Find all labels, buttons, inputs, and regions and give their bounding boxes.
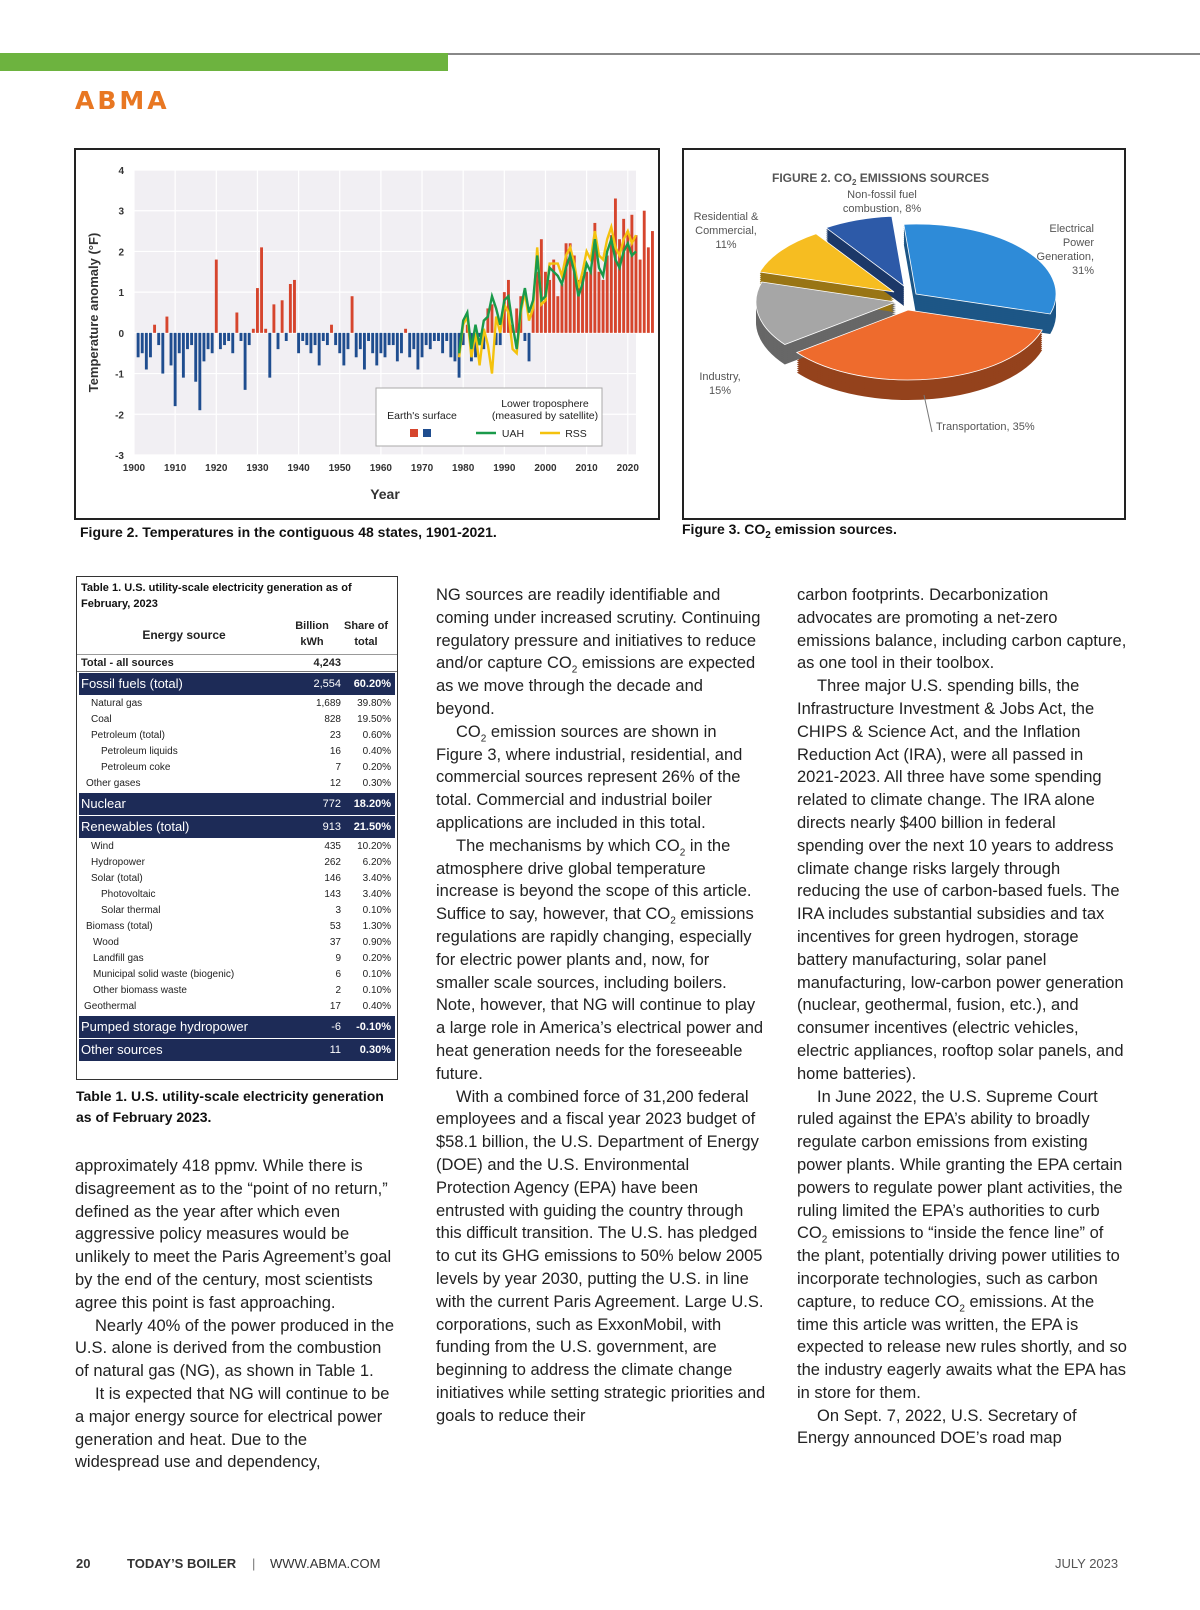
surface-bar — [215, 260, 218, 333]
surface-bar — [260, 247, 263, 333]
y-tick-label: 0 — [118, 328, 124, 340]
surface-bar — [153, 325, 156, 333]
surface-bar — [252, 329, 255, 333]
row-share: 0.30% — [359, 1044, 391, 1056]
pie-label: Electrical — [1049, 223, 1094, 235]
row-kwh: 2,554 — [313, 678, 341, 690]
row-kwh: 4,243 — [313, 657, 341, 669]
table-row — [77, 967, 397, 983]
figure-2-caption: Figure 2. Temperatures in the contiguous 48 states, 1901-2021. — [80, 524, 497, 540]
y-tick-label: 3 — [118, 206, 124, 218]
paragraph: In June 2022, the U.S. Supreme Court ruled against the EPA’s ability to broadly regulate carbon emissions from existing power plants. While granting the EPA certain powers to regulate power plant activities, the ruling limited the EPA’s authorities to curb $CO_2$ emissions to “inside the fence line” of the plant, potentially driving power utilities to incorporate technologies, such as carbon capture, to reduce $CO_2$ emissions. At the time this article was written, the EPA is expected to release new rules shortly, and so the industry eagerly awaits what the EPA has in store for them. — [797, 1087, 1127, 1402]
legend-satellite-label: (measured by satellite) — [491, 410, 599, 422]
paragraph: $CO_2$ emission sources are shown in Figure 3, where industrial, residential, and commercial sources represent 26% of the total. Commercial and industrial boiler applications are included in this total. — [436, 722, 743, 832]
row-label: Petroleum liquids — [101, 746, 178, 757]
legend-uah-label: UAH — [501, 428, 525, 440]
row-kwh: 143 — [324, 889, 341, 900]
surface-bar — [614, 199, 617, 333]
surface-bar — [178, 333, 181, 353]
surface-bar — [272, 304, 275, 333]
surface-bar — [293, 280, 296, 333]
row-label: Landfill gas — [93, 953, 144, 964]
pie-title-sub: 2 — [852, 178, 857, 187]
row-label: Petroleum coke — [101, 762, 171, 773]
table-row — [79, 816, 395, 838]
surface-bar — [441, 333, 444, 353]
surface-bar — [157, 333, 160, 345]
brand-logo: ABMA — [75, 86, 170, 115]
row-share: 0.30% — [362, 778, 391, 789]
surface-bar — [560, 284, 563, 333]
surface-bar — [491, 304, 494, 333]
y-tick-label: -2 — [115, 410, 124, 422]
surface-bar — [198, 333, 201, 410]
footer-separator: | — [252, 1556, 256, 1571]
row-label: Pumped storage hydropower — [81, 1019, 248, 1034]
surface-bar — [556, 296, 559, 333]
surface-bar — [379, 333, 382, 353]
row-label: Wood — [93, 937, 119, 948]
row-kwh: 2 — [335, 985, 341, 996]
surface-bar — [404, 329, 407, 333]
paragraph: approximately 418 ppmv. While there is disagreement as to the “point of no return,” defined as the year after which even aggressive policy measures would be unlikely to meet the Paris Agreement’s goal by the end of the century, most scientists agree this point is fast approaching. — [75, 1157, 392, 1312]
surface-bar — [425, 333, 428, 345]
table-1-caption: Table 1. U.S. utility-scale electricity generation as of February 2023. — [76, 1088, 384, 1125]
surface-bar — [338, 333, 341, 353]
row-label: Municipal solid waste (biogenic) — [93, 969, 235, 980]
surface-bar — [375, 333, 378, 366]
row-label: Natural gas — [91, 698, 143, 709]
row-share: 1.30% — [362, 921, 391, 932]
y-tick-label: 1 — [118, 288, 124, 300]
table-row — [77, 903, 397, 919]
row-kwh: 913 — [322, 821, 341, 833]
table-header — [77, 614, 397, 655]
legend-swatch-cool — [423, 429, 431, 437]
surface-bar — [355, 333, 358, 357]
row-kwh: 37 — [329, 937, 341, 948]
table-row — [77, 760, 397, 776]
table-row — [77, 712, 397, 728]
surface-bar — [207, 333, 210, 349]
temperature-chart-svg — [76, 150, 658, 518]
row-kwh: 262 — [324, 857, 341, 868]
pie-label: Generation, — [1036, 251, 1094, 263]
pie-title-part: FIGURE 2. CO — [772, 171, 853, 185]
surface-bar — [174, 333, 177, 406]
header-green-bar — [0, 53, 448, 71]
row-share: 3.40% — [362, 873, 391, 884]
row-label: Coal — [91, 714, 112, 725]
row-kwh: 16 — [329, 746, 341, 757]
pie-label: 31% — [1071, 265, 1094, 277]
surface-bar — [244, 333, 247, 390]
text-column-1 — [75, 1155, 395, 1474]
table-row — [79, 793, 395, 815]
row-kwh: 3 — [335, 905, 341, 916]
pie-label: Non-fossil fuel — [847, 189, 917, 201]
y-tick-label: -3 — [115, 451, 124, 462]
table-row — [77, 776, 397, 792]
table-title: Table 1. U.S. utility-scale electricity generation as of February, 2023 — [81, 582, 352, 610]
row-label: Total - all sources — [81, 657, 174, 669]
legend-swatch-warm — [410, 429, 418, 437]
row-share: 19.50% — [357, 714, 391, 725]
row-label: Other sources — [81, 1042, 163, 1057]
x-tick-label: 1940 — [287, 463, 310, 474]
figure-3-caption: Figure 3. $CO_2$ emission sources. — [682, 521, 897, 541]
table-row — [77, 655, 397, 672]
row-label: Photovoltaic — [101, 889, 156, 900]
paragraph: The mechanisms by which $CO_2$ in the atmosphere drive global temperature increase is beyond the scope of this article. Suffice to say, however, that $CO_2$ emissions regulations are rapidly changing, especially for electric power plants and, now, for smaller scale sources, including boilers. Note, however, that NG will continue to play a large role in America’s electrical power and heat generation needs for the foreseeable future. — [436, 836, 764, 1083]
table-row — [77, 951, 397, 967]
surface-bar — [367, 333, 370, 341]
x-tick-label: 1990 — [493, 463, 516, 474]
row-share: 0.40% — [362, 746, 391, 757]
row-label: Hydropower — [91, 857, 145, 868]
surface-bar — [400, 333, 403, 353]
surface-bar — [363, 333, 366, 370]
row-kwh: 17 — [329, 1001, 341, 1012]
surface-bar — [141, 333, 144, 353]
row-label: Solar thermal — [101, 905, 161, 916]
x-axis-label: Year — [370, 486, 400, 502]
row-kwh: 9 — [335, 953, 341, 964]
row-kwh: 146 — [324, 873, 341, 884]
surface-bar — [235, 313, 238, 333]
pie-label: 15% — [708, 385, 732, 397]
row-kwh: 23 — [329, 730, 341, 741]
pie-label: Industry, — [699, 371, 741, 383]
x-tick-label: 1970 — [410, 463, 434, 474]
surface-bar — [651, 231, 654, 333]
x-tick-label: 1900 — [122, 463, 146, 474]
chart-legend — [376, 388, 602, 446]
surface-bar — [408, 333, 411, 357]
surface-bar — [334, 333, 337, 345]
text-column-3 — [797, 584, 1127, 1450]
surface-bar — [371, 333, 374, 353]
table-row — [77, 871, 397, 887]
surface-bar — [647, 247, 650, 333]
row-share: 39.80% — [357, 698, 391, 709]
surface-bar — [165, 317, 168, 333]
surface-bar — [437, 333, 440, 341]
pie-label: Commercial, — [695, 225, 757, 237]
surface-bar — [256, 288, 259, 333]
row-kwh: 772 — [322, 798, 341, 810]
pie-title-part: EMISSIONS SOURCES — [856, 171, 990, 185]
paragraph: Three major U.S. spending bills, the Infrastructure Investment & Jobs Act, the CHIPS & Science Act, and the Inflation Reduction Act (IRA), were all passed in 2021-2023. All three have some spending related to climate change. The IRA alone directs nearly $400 billion in federal spending over the next 10 years to address climate change risks largely through reducing the use of carbon-based fuels. The IRA includes substantial subsidies and tax incentives for green hydrogen, storage battery manufacturing, solar panel manufacturing, low-carbon power generation (nuclear, geothermal, fusion, etc.), and consumer incentives (electric vehicles, electric appliances, rooftop solar panels, and home batteries). — [797, 677, 1124, 1083]
table-row — [79, 1016, 395, 1038]
legend-satellite-label: Lower troposphere — [501, 398, 589, 410]
row-kwh: 12 — [329, 778, 341, 789]
surface-bar — [305, 333, 308, 345]
transportation-leader — [924, 395, 932, 432]
x-tick-label: 1950 — [328, 463, 351, 474]
row-share: 21.50% — [353, 821, 391, 833]
surface-bar — [182, 333, 185, 378]
x-tick-label: 2000 — [534, 463, 557, 474]
footer-url: WWW.ABMA.COM — [270, 1556, 381, 1571]
table-row — [77, 887, 397, 903]
surface-bar — [392, 333, 395, 345]
table-row — [77, 696, 397, 712]
row-share: 3.40% — [362, 889, 391, 900]
figure-2-temperature-chart — [74, 148, 660, 520]
surface-bar — [396, 333, 399, 362]
surface-bar — [388, 333, 391, 345]
surface-bar — [161, 333, 164, 374]
surface-bar — [170, 333, 173, 366]
surface-bar — [322, 333, 325, 341]
surface-bar — [145, 333, 148, 370]
paragraph: With a combined force of 31,200 federal employees and a fiscal year 2023 budget of $58.1 billion, the U.S. Department of Energy (DOE) and the U.S. Environmental Protection Agency (EPA) have been entrusted with guiding the country through this difficult transition. The U.S. has pledged to cut its GHG emissions to 50% below 2005 levels by year 2030, putting the U.S. in line with the current Paris Agreement. Large U.S. corporations, such as ExxonMobil, with funding from the U.S. government, are beginning to address the climate change initiatives while setting strategic priorities and goals to reduce their — [436, 1087, 766, 1425]
row-label: Wind — [91, 841, 114, 852]
surface-bar — [416, 333, 419, 370]
row-share: 0.10% — [362, 969, 391, 980]
surface-bar — [635, 235, 638, 333]
row-kwh: 828 — [324, 714, 341, 725]
surface-bar — [268, 333, 271, 378]
surface-bar — [359, 333, 362, 349]
row-share: 6.20% — [362, 857, 391, 868]
paragraph: Nearly 40% of the power produced in the U.S. alone is derived from the combustion of natural gas (NG), as shown in Table 1. — [75, 1316, 395, 1381]
surface-bar — [248, 333, 251, 345]
table-1 — [76, 576, 398, 1080]
table-row — [77, 839, 397, 855]
surface-bar — [277, 333, 280, 349]
row-label: Petroleum (total) — [91, 730, 165, 741]
paragraph: NG sources are readily identifiable and coming under increased scrutiny. Continuing regulatory pressure and initiatives to reduce and/or capture $CO_2$ emissions are expected as we move through the decade and beyond. — [436, 586, 761, 718]
table-row — [77, 983, 397, 999]
surface-bar — [219, 333, 222, 349]
legend-rss-label: RSS — [565, 428, 587, 440]
pie-title — [772, 171, 989, 187]
row-share: 0.20% — [362, 762, 391, 773]
surface-bar — [203, 333, 206, 362]
surface-bar — [211, 333, 214, 353]
surface-bar — [421, 333, 424, 357]
surface-bar — [429, 333, 432, 349]
surface-bar — [643, 211, 646, 333]
table-row — [77, 935, 397, 951]
row-share: 18.20% — [353, 798, 391, 810]
row-label: Renewables (total) — [81, 819, 190, 834]
x-tick-label: 1980 — [452, 463, 475, 474]
surface-bar — [606, 256, 609, 333]
surface-bar — [548, 280, 551, 333]
surface-bar — [445, 333, 448, 341]
row-share: 0.40% — [362, 1001, 391, 1012]
emissions-pie-svg — [684, 150, 1124, 518]
surface-bar — [186, 333, 189, 349]
surface-bar — [433, 333, 436, 341]
surface-bar — [297, 333, 300, 353]
surface-bar — [602, 280, 605, 333]
surface-bar — [351, 296, 354, 333]
surface-bar — [454, 333, 457, 362]
table-row — [77, 744, 397, 760]
row-label: Solar (total) — [91, 873, 143, 884]
row-label: Nuclear — [81, 796, 126, 811]
issue-date: JULY 2023 — [1055, 1556, 1119, 1571]
surface-bar — [137, 333, 140, 357]
surface-bar — [585, 272, 588, 333]
row-kwh: 435 — [324, 841, 341, 852]
surface-bar — [309, 333, 312, 353]
header-kwh: Billion kWh — [295, 620, 329, 648]
header-share: Share of total — [343, 620, 388, 648]
row-share: 0.60% — [362, 730, 391, 741]
surface-bar — [190, 333, 193, 345]
row-kwh: 7 — [335, 762, 341, 773]
surface-bar — [281, 300, 284, 333]
surface-bar — [301, 333, 304, 341]
surface-bar — [149, 333, 152, 357]
x-tick-label: 1930 — [246, 463, 269, 474]
page-number: 20 — [76, 1556, 91, 1571]
paragraph: It is expected that NG will continue to be a major energy source for electrical power generation and heat. Due to the widespread use and dependency, — [75, 1384, 390, 1472]
text-column-2 — [436, 584, 766, 1427]
row-label: Other gases — [86, 778, 141, 789]
surface-bar — [227, 333, 230, 341]
row-kwh: 53 — [329, 921, 341, 932]
row-share: 10.20% — [357, 841, 391, 852]
surface-bar — [630, 215, 633, 333]
x-tick-label: 1920 — [205, 463, 228, 474]
surface-bar — [314, 333, 317, 345]
pie-label: 11% — [715, 239, 737, 251]
table-row — [77, 999, 397, 1015]
surface-bar — [536, 272, 539, 333]
x-tick-label: 2020 — [616, 463, 639, 474]
surface-bar — [589, 268, 592, 333]
row-share: 0.10% — [362, 985, 391, 996]
pie-label: Power — [1062, 237, 1094, 249]
paragraph: On Sept. 7, 2022, U.S. Secretary of Energy announced DOE’s road map — [797, 1406, 1077, 1448]
pie-label: Transportation, 35% — [936, 421, 1035, 433]
surface-bar — [412, 333, 415, 349]
surface-bar — [598, 272, 601, 333]
row-kwh: 11 — [329, 1044, 341, 1056]
row-kwh: -6 — [331, 1021, 341, 1033]
header-rule — [448, 53, 1200, 55]
surface-bar — [523, 333, 526, 341]
row-label: Other biomass waste — [93, 985, 187, 996]
x-tick-label: 1960 — [369, 463, 393, 474]
row-label: Fossil fuels (total) — [81, 676, 183, 691]
surface-bar — [264, 329, 267, 333]
surface-bar — [240, 333, 243, 341]
surface-bar — [347, 333, 350, 349]
surface-bar — [231, 333, 234, 353]
publication-name: TODAY’S BOILER — [127, 1556, 237, 1571]
row-share: 0.20% — [362, 953, 391, 964]
surface-bar — [318, 333, 321, 366]
surface-bar — [499, 333, 502, 345]
table-row — [79, 673, 395, 695]
surface-bar — [223, 333, 226, 345]
surface-bar — [449, 333, 452, 357]
surface-bar — [342, 333, 345, 366]
row-kwh: 6 — [335, 969, 341, 980]
figure-3-emissions-pie — [682, 148, 1126, 520]
y-tick-label: 4 — [118, 166, 124, 177]
table-row — [77, 855, 397, 871]
row-share: -0.10% — [356, 1021, 391, 1033]
surface-bar — [330, 325, 333, 333]
pie-label: Residential & — [693, 211, 759, 223]
surface-bar — [639, 260, 642, 333]
surface-bar — [384, 333, 387, 357]
header-energy-source: Energy source — [142, 628, 226, 642]
paragraph: carbon footprints. Decarbonization advocates are promoting a net-zero emissions balance, including carbon capture, as one tool in their toolbox. — [797, 586, 1127, 673]
table-body — [77, 655, 397, 1061]
y-axis-label: Temperature anomaly (°F) — [86, 232, 101, 393]
y-tick-label: 2 — [118, 247, 124, 259]
surface-bar — [285, 333, 288, 341]
y-tick-label: -1 — [115, 369, 124, 381]
legend-surface-label: Earth's surface — [387, 410, 457, 422]
x-tick-label: 2010 — [575, 463, 598, 474]
surface-bar — [289, 284, 292, 333]
table-row — [77, 728, 397, 744]
surface-bar — [528, 333, 531, 362]
surface-bar — [194, 333, 197, 382]
row-share: 0.10% — [362, 905, 391, 916]
x-tick-label: 1910 — [164, 463, 187, 474]
surface-bar — [326, 333, 329, 345]
row-share: 0.90% — [362, 937, 391, 948]
row-share: 60.20% — [353, 678, 391, 690]
row-label: Biomass (total) — [86, 921, 153, 932]
row-kwh: 1,689 — [315, 698, 341, 709]
row-label: Geothermal — [84, 1001, 137, 1012]
table-row — [77, 919, 397, 935]
pie-label: combustion, 8% — [842, 203, 922, 215]
table-row — [79, 1039, 395, 1061]
